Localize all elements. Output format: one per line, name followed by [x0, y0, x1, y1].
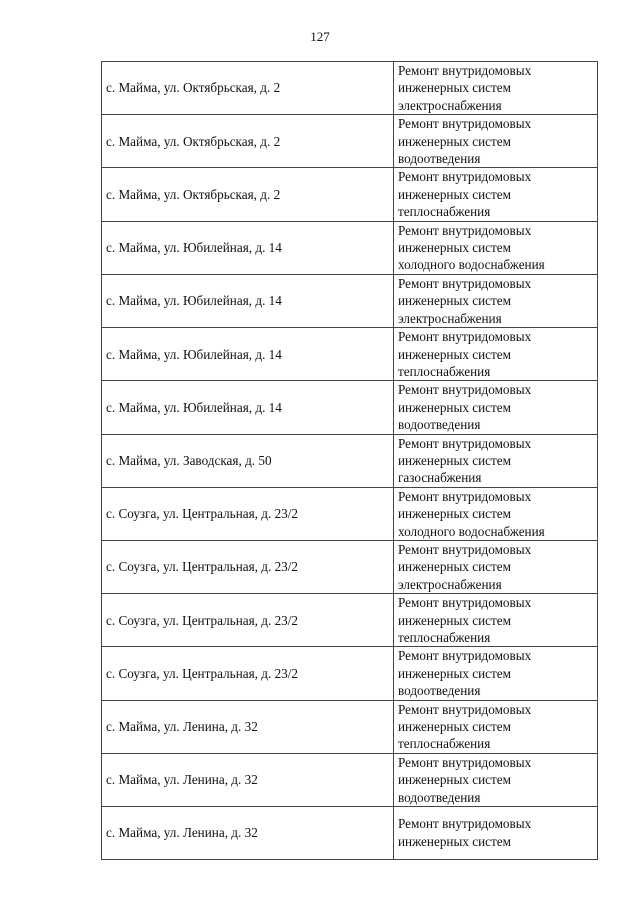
work-description-cell — [394, 807, 598, 860]
table-row — [102, 540, 598, 593]
table-row — [102, 221, 598, 274]
work-description-line: Ремонт внутридомовых — [398, 816, 532, 832]
work-description-line: Ремонт внутридомовых — [398, 222, 532, 238]
work-description-cell — [394, 62, 598, 115]
work-description-line: инженерных систем — [398, 665, 511, 681]
table-row — [102, 647, 598, 700]
work-description-cell — [394, 221, 598, 274]
repair-works-table — [101, 61, 598, 860]
address-cell: с. Майма, ул. Юбилейная, д. 14 — [102, 381, 394, 434]
work-description-line: инженерных систем — [398, 772, 511, 788]
work-description-line: инженерных систем — [398, 186, 511, 202]
work-description-line: Ремонт внутридомовых — [398, 541, 532, 557]
address-cell: с. Соузга, ул. Центральная, д. 23/2 — [102, 594, 394, 647]
work-description-cell — [394, 700, 598, 753]
work-description-line: электроснабжения — [398, 97, 502, 113]
work-description-cell — [394, 168, 598, 221]
work-description-line: инженерных систем — [398, 240, 511, 256]
work-description-cell — [394, 274, 598, 327]
work-description-cell — [394, 753, 598, 806]
table-row — [102, 62, 598, 115]
work-description-line: инженерных систем — [398, 559, 511, 575]
table-row — [102, 168, 598, 221]
work-description-line: водоотведения — [398, 151, 481, 167]
table-row — [102, 487, 598, 540]
work-description-line: теплоснабжения — [398, 736, 491, 752]
address-cell: с. Соузга, ул. Центральная, д. 23/2 — [102, 540, 394, 593]
work-description-line: инженерных систем — [398, 506, 511, 522]
work-description-cell — [394, 487, 598, 540]
work-description-line: Ремонт внутридомовых — [398, 701, 532, 717]
work-description-line: инженерных систем — [398, 399, 511, 415]
work-description-line: Ремонт внутридомовых — [398, 63, 532, 78]
address-cell: с. Майма, ул. Юбилейная, д. 14 — [102, 274, 394, 327]
work-description-line: холодного водоснабжения — [398, 257, 545, 273]
work-description-line: Ремонт внутридомовых — [398, 595, 532, 611]
work-description-line: инженерных систем — [398, 293, 511, 309]
work-description-line: инженерных систем — [398, 833, 511, 849]
work-description-cell — [394, 540, 598, 593]
work-description-line: Ремонт внутридомовых — [398, 329, 532, 345]
table-row — [102, 115, 598, 168]
table-row — [102, 381, 598, 434]
work-description-line: Ремонт внутридомовых — [398, 116, 532, 132]
work-description-line: инженерных систем — [398, 452, 511, 468]
work-description-cell — [394, 115, 598, 168]
work-description-line: теплоснабжения — [398, 630, 491, 645]
work-description-cell — [394, 647, 598, 700]
work-description-cell — [394, 594, 598, 647]
address-cell: с. Майма, ул. Октябрьская, д. 2 — [102, 62, 394, 115]
work-description-line: электроснабжения — [398, 310, 502, 326]
work-description-line: теплоснабжения — [398, 204, 491, 220]
address-cell: с. Майма, ул. Юбилейная, д. 14 — [102, 221, 394, 274]
address-cell: с. Майма, ул. Ленина, д. 32 — [102, 753, 394, 806]
address-cell: с. Майма, ул. Октябрьская, д. 2 — [102, 168, 394, 221]
table-row — [102, 328, 598, 381]
work-description-line: водоотведения — [398, 417, 481, 433]
address-cell: с. Майма, ул. Ленина, д. 32 — [102, 807, 394, 860]
work-description-line: инженерных систем — [398, 612, 511, 628]
table-row — [102, 274, 598, 327]
work-description-line: теплоснабжения — [398, 363, 491, 379]
work-description-cell — [394, 381, 598, 434]
work-description-line: Ремонт внутридомовых — [398, 275, 532, 291]
address-cell: с. Майма, ул. Юбилейная, д. 14 — [102, 328, 394, 381]
work-description-line: газоснабжения — [398, 470, 482, 486]
address-cell: с. Майма, ул. Заводская, д. 50 — [102, 434, 394, 487]
repair-works-table-body — [102, 62, 598, 860]
work-description-line: электроснабжения — [398, 576, 502, 592]
work-description-cell — [394, 328, 598, 381]
page-number: 127 — [310, 29, 330, 44]
address-cell: с. Майма, ул. Ленина, д. 32 — [102, 700, 394, 753]
work-description-line: инженерных систем — [398, 719, 511, 735]
work-description-line: водоотведения — [398, 683, 481, 699]
work-description-line: Ремонт внутридомовых — [398, 488, 532, 504]
work-description-line: водоотведения — [398, 789, 481, 805]
work-description-line: Ремонт внутридомовых — [398, 169, 532, 185]
work-description-line: Ремонт внутридомовых — [398, 382, 532, 398]
table-row — [102, 700, 598, 753]
table-row — [102, 753, 598, 806]
address-cell: с. Соузга, ул. Центральная, д. 23/2 — [102, 487, 394, 540]
work-description-line: Ремонт внутридомовых — [398, 754, 532, 770]
work-description-line: холодного водоснабжения — [398, 523, 545, 539]
work-description-line: инженерных систем — [398, 80, 511, 96]
work-description-line: инженерных систем — [398, 133, 511, 149]
address-cell: с. Майма, ул. Октябрьская, д. 2 — [102, 115, 394, 168]
work-description-cell — [394, 434, 598, 487]
work-description-line: Ремонт внутридомовых — [398, 648, 532, 664]
table-row — [102, 807, 598, 860]
work-description-line: Ремонт внутридомовых — [398, 435, 532, 451]
table-row — [102, 594, 598, 647]
address-cell: с. Соузга, ул. Центральная, д. 23/2 — [102, 647, 394, 700]
table-row — [102, 434, 598, 487]
work-description-line: инженерных систем — [398, 346, 511, 362]
